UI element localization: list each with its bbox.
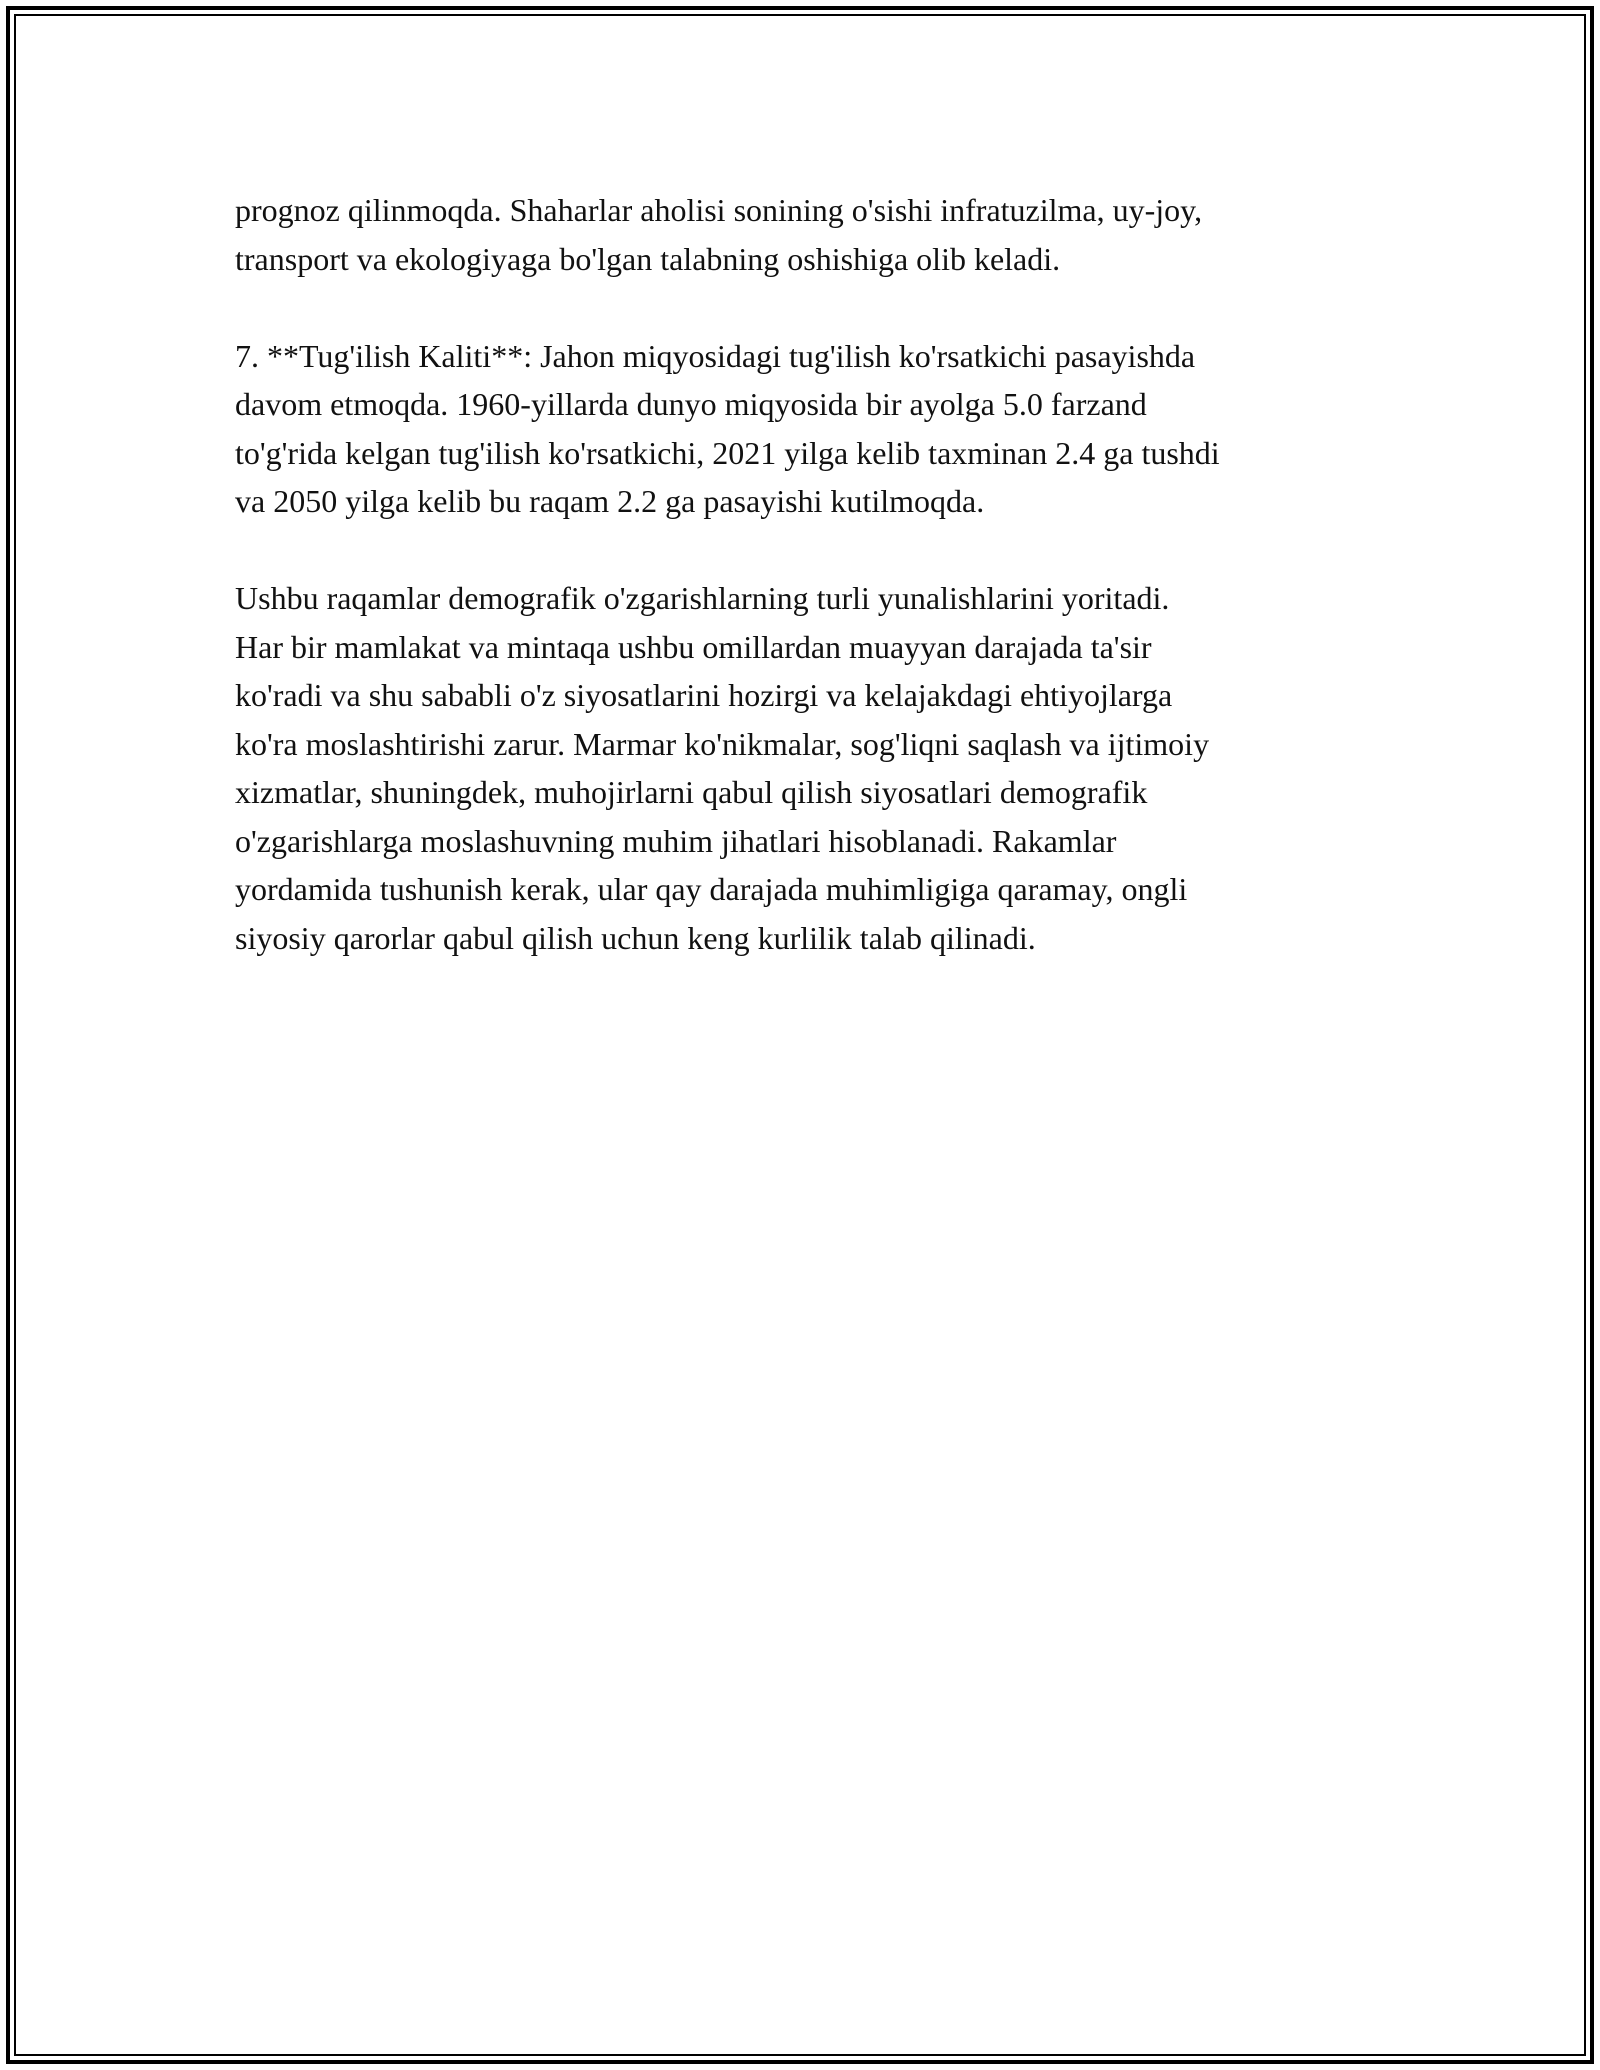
text-line: ko'ra moslashtirishi zarur. Marmar ko'nikmalar, sog'liqni saqlash va ijtimoiy [235,725,1210,762]
text-line: ko'radi va shu sababli o'z siyosatlarini hozirgi va kelajakdagi ehtiyojlarga [235,677,1173,713]
text-line: davom etmoqda. 1960-yillarda dunyo miqyosida bir ayolga 5.0 farzand [235,386,1147,422]
text-line: Har bir mamlakat va mintaqa ushbu omillardan muayyan darajada ta'sir [235,628,1152,665]
text-line: xizmatlar, shuningdek, muhojirlarni qabul qilish siyosatlari demografik [235,774,1148,810]
paragraph-fertility [235,332,1425,526]
text-line: siyosiy qarorlar qabul qilish uchun keng kurlilik talab qilinadi. [235,919,1036,956]
text-line: yordamida tushunish kerak, ular qay darajada muhimligiga qaramay, ongli [235,871,1188,907]
text-line: transport va ekologiyaga bo'lgan talabning oshishiga olib keladi. [235,240,1061,277]
text-line: Ushbu raqamlar demografik o'zgarishlarning turli yunalishlarini yoritadi. [235,580,1170,616]
text-line: 7. **Tug'ilish Kaliti**: Jahon miqyosidagi tug'ilish ko'rsatkichi pasayishda [235,337,1196,374]
text-line: prognoz qilinmoqda. Shaharlar aholisi sonining o'sishi infratuzilma, uy-joy, [235,192,1203,228]
document-body [235,186,1425,1011]
text-line: to'g'rida kelgan tug'ilish ko'rsatkichi, 2021 yilga kelib taxminan 2.4 ga tushdi [235,434,1220,471]
text-line: va 2050 yilga kelib bu raqam 2.2 ga pasayishi kutilmoqda. [235,483,985,519]
paragraph-urbanization [235,186,1425,283]
text-line: o'zgarishlarga moslashuvning muhim jihatlari hisoblanadi. Rakamlar [235,822,1117,859]
paragraph-conclusion [235,574,1425,962]
